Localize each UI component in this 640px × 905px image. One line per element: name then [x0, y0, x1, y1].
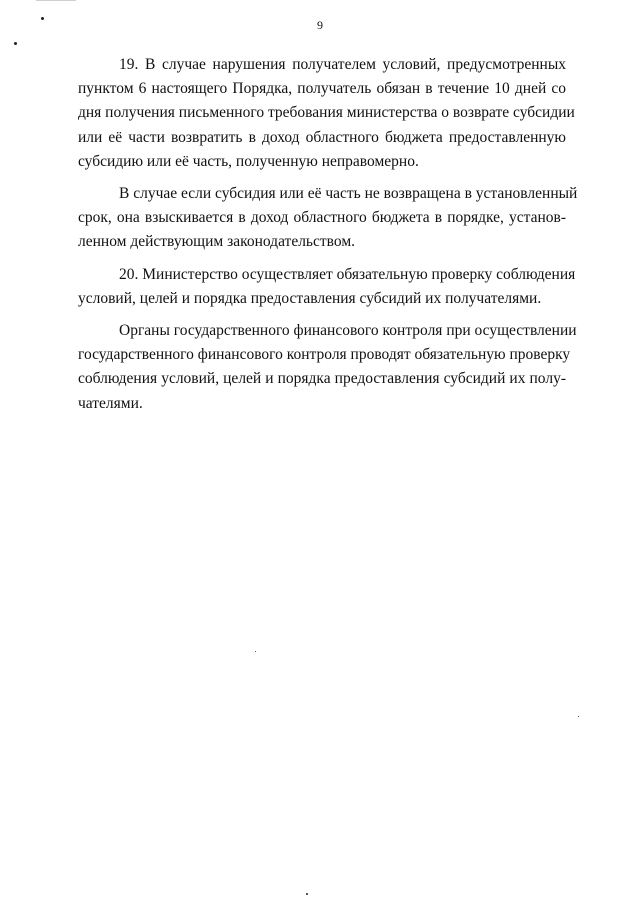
text-line: 19. В случае нарушения получателем условий, предусмотренных	[119, 56, 566, 73]
text-line: соблюдения условий, целей и порядка предоставления субсидий их полу-	[78, 370, 566, 388]
paragraph-20	[78, 263, 576, 311]
document-body	[78, 53, 578, 416]
scan-edge-mark	[36, 0, 76, 1]
scan-speck	[578, 716, 579, 717]
text-line: дня получения письменного требования министерства о возврате субсидии	[78, 104, 575, 122]
paragraph-financial-control	[78, 319, 577, 416]
paragraph-refund-enforcement	[78, 182, 578, 255]
text-line: пунктом 6 настоящего Порядка, получатель обязан в течение 10 дней со	[78, 80, 566, 98]
text-line: государственного финансового контроля проводят обязательную проверку	[78, 346, 571, 364]
text-line: срок, она взыскивается в доход областного бюджета в порядке, установ-	[78, 209, 566, 227]
text-line: В случае если субсидия или её часть не возвращена в установленный	[119, 185, 578, 203]
page-number: 9	[317, 18, 323, 32]
text-line: ленном действующим законодательством.	[78, 233, 356, 251]
text-line: 20. Министерство осуществляет обязательную проверку соблюдения	[119, 265, 576, 283]
scan-speck	[14, 42, 17, 45]
text-line: условий, целей и порядка предоставления субсидий их получателями.	[78, 289, 542, 307]
text-line: Органы государственного финансового контроля при осуществлении	[119, 322, 577, 340]
text-line: или её части возвратить в доход областного бюджета предоставленную	[78, 128, 566, 146]
paragraph-19	[78, 53, 575, 174]
text-line: чателями.	[78, 394, 143, 412]
scan-speck	[255, 651, 256, 652]
scan-speck	[306, 893, 308, 895]
text-line: субсидию или её часть, полученную неправомерно.	[78, 152, 419, 170]
